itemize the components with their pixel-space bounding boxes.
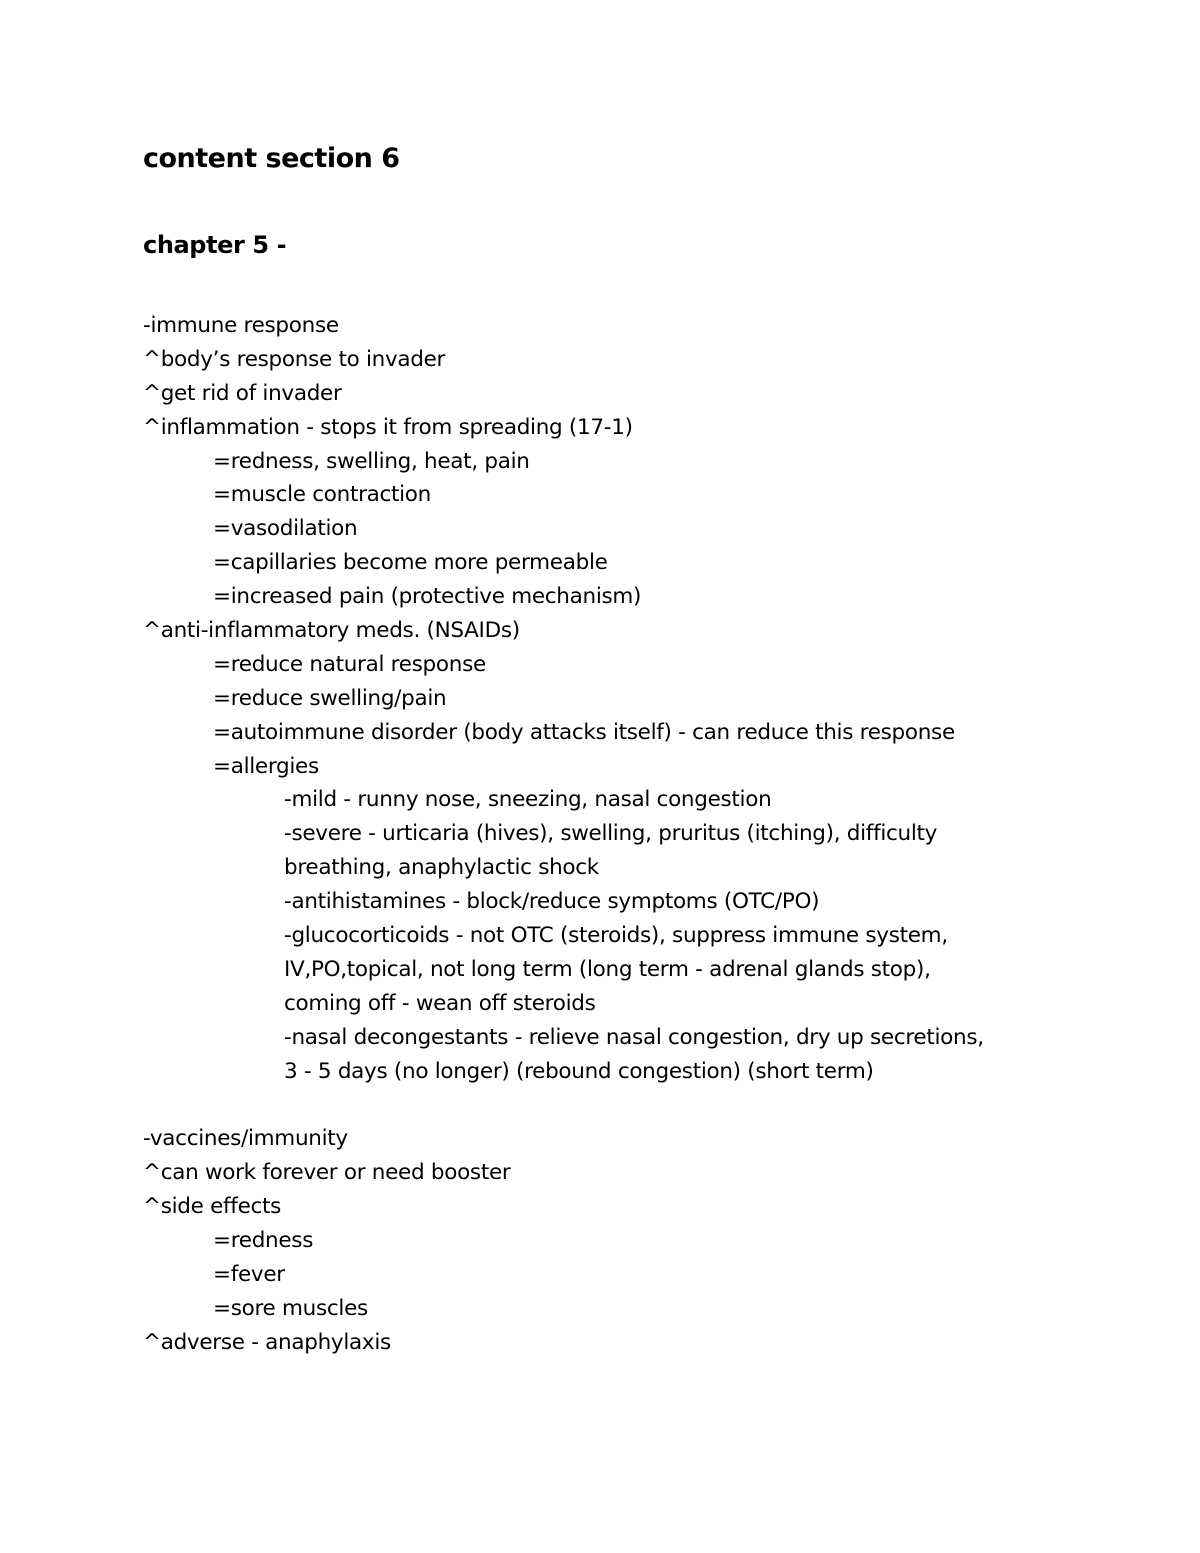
- note-line: =increased pain (protective mechanism): [213, 584, 642, 610]
- note-line: -severe - urticaria (hives), swelling, pruritus (itching), difficulty: [284, 821, 938, 847]
- note-line: ^can work forever or need booster: [143, 1160, 511, 1186]
- note-line: -mild - runny nose, sneezing, nasal congestion: [284, 787, 772, 813]
- note-line: =muscle contraction: [213, 482, 431, 508]
- note-line: =autoimmune disorder (body attacks itself) - can reduce this response: [213, 719, 955, 745]
- note-line: =fever: [213, 1261, 285, 1287]
- note-line: =sore muscles: [213, 1295, 368, 1321]
- note-line: =reduce swelling/pain: [213, 685, 447, 711]
- note-line: =vasodilation: [213, 516, 358, 542]
- blank-line: [143, 1088, 1063, 1122]
- note-line: coming off - wean off steroids: [284, 990, 596, 1016]
- note-line: =redness, swelling, heat, pain: [213, 448, 530, 474]
- note-line: ^inflammation - stops it from spreading (17-1): [143, 414, 633, 440]
- notes-list: [143, 309, 1063, 1360]
- note-line: 3 - 5 days (no longer) (rebound congestion) (short term): [284, 1058, 874, 1084]
- note-line: ^body’s response to invader: [143, 346, 446, 372]
- note-line: =redness: [213, 1228, 314, 1254]
- note-line: ^anti-inflammatory meds. (NSAIDs): [143, 618, 520, 644]
- note-line: =allergies: [213, 753, 319, 779]
- note-line: ^adverse - anaphylaxis: [143, 1329, 391, 1355]
- note-line: =capillaries become more permeable: [213, 550, 608, 576]
- note-line: -vaccines/immunity: [143, 1126, 348, 1152]
- note-line: -glucocorticoids - not OTC (steroids), suppress immune system,: [284, 923, 948, 949]
- note-line: =reduce natural response: [213, 651, 486, 677]
- note-line: ^get rid of invader: [143, 380, 342, 406]
- note-line: -antihistamines - block/reduce symptoms (OTC/PO): [284, 889, 820, 915]
- note-line: -immune response: [143, 313, 339, 338]
- note-line: -nasal decongestants - relieve nasal congestion, dry up secretions,: [284, 1024, 984, 1050]
- note-line: IV,PO,topical, not long term (long term - adrenal glands stop),: [284, 956, 931, 982]
- note-line: breathing, anaphylactic shock: [284, 855, 599, 881]
- chapter-heading: chapter 5 -: [143, 231, 287, 259]
- note-line: ^side effects: [143, 1194, 282, 1220]
- page-title: content section 6: [143, 143, 400, 174]
